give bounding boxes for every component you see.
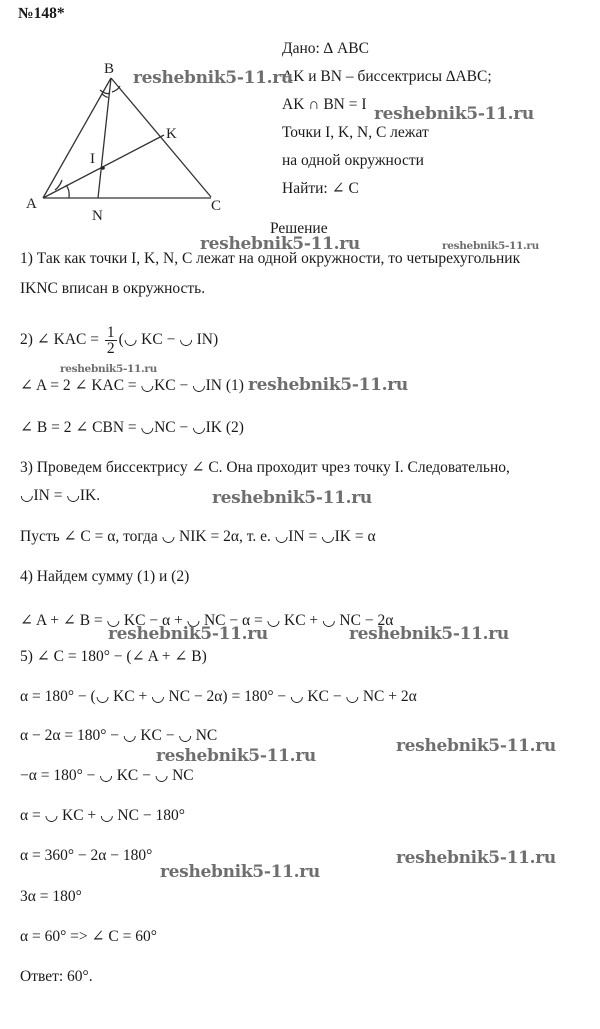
step-4: 4) Найдем сумму (1) и (2) (20, 568, 190, 585)
step-1-cont: IKNC вписан в окружность. (20, 280, 206, 297)
watermark: reshebnik5-11.ru (442, 240, 539, 252)
watermark: reshebnik5-11.ru (374, 104, 534, 124)
given-line: Дано: ∆ ABC (282, 40, 369, 57)
fraction-numerator: 1 (106, 324, 115, 341)
given-line: AK ∩ BN = I (282, 96, 367, 113)
watermark: reshebnik5-11.ru (248, 375, 408, 395)
given-line: на одной окружности (282, 152, 424, 169)
watermark: reshebnik5-11.ru (200, 234, 360, 254)
calc-line: α = 360° − 2α − 180° (20, 847, 153, 864)
solution-heading: Решение (270, 220, 328, 237)
step-2-rhs: (◡ KC − ◡ IN) (118, 331, 219, 349)
calc-line: α − 2α = 180° − ◡ KC − ◡ NC (20, 727, 218, 744)
given-line: AK и BN – биссектрисы ∆ABC; (282, 68, 492, 85)
watermark: reshebnik5-11.ru (396, 848, 556, 868)
equation-2: ∠ B = 2 ∠ CBN = ◡NC − ◡IK (2) (20, 419, 244, 436)
answer: Ответ: 60°. (20, 968, 93, 985)
watermark: reshebnik5-11.ru (349, 624, 509, 644)
result-line: α = 60° => ∠ C = 60° (20, 928, 157, 945)
step-2 (20, 325, 218, 356)
calc-line: −α = 180° − ◡ KC − ◡ NC (20, 767, 194, 784)
watermark: reshebnik5-11.ru (108, 624, 268, 644)
equation-1: ∠ A = 2 ∠ KAC = ◡KC − ◡IN (1) (20, 377, 244, 394)
step-2-lhs: 2) ∠ KAC = (20, 331, 103, 349)
find-line: Найти: ∠ C (282, 180, 359, 197)
given-line: Точки I, K, N, C лежат (282, 124, 429, 141)
label-A: A (26, 196, 37, 212)
watermark: reshebnik5-11.ru (212, 488, 372, 508)
step-3-cont: ◡IN = ◡IK. (20, 487, 101, 504)
step-5: 5) ∠ C = 180° − (∠ A + ∠ B) (20, 648, 207, 665)
label-N: N (92, 208, 103, 220)
fraction (105, 325, 117, 356)
watermark: reshebnik5-11.ru (133, 68, 293, 88)
watermark: reshebnik5-11.ru (156, 746, 316, 766)
calc-line: α = 180° − (◡ KC + ◡ NC − 2α) = 180° − ◡ KC − ◡ NC + 2α (20, 688, 417, 705)
watermark: reshebnik5-11.ru (396, 736, 556, 756)
let-line: Пусть ∠ C = α, тогда ◡ NIK = 2α, т. е. ◡IN = ◡IK = α (20, 528, 376, 545)
step-1: 1) Так как точки I, K, N, C лежат на одной окружности, то четырехугольник (20, 250, 521, 267)
label-K: K (166, 126, 177, 142)
calc-line: α = ◡ KC + ◡ NC − 180° (20, 807, 185, 824)
step-3: 3) Проведем биссектрису ∠ C. Она проходит чрез точку I. Следовательно, (20, 459, 510, 476)
watermark: reshebnik5-11.ru (60, 363, 157, 375)
calc-line: 3α = 180° (20, 888, 82, 905)
sum-line: ∠ A + ∠ B = ◡ KC − α + ◡ NC − α = ◡ KC + ◡ NC − 2α (20, 612, 394, 629)
watermark: reshebnik5-11.ru (160, 862, 320, 882)
problem-number: №148* (18, 5, 65, 22)
label-B: B (104, 61, 115, 77)
fraction-denominator: 2 (106, 340, 115, 357)
label-I: I (90, 151, 95, 167)
label-C: C (211, 198, 222, 214)
